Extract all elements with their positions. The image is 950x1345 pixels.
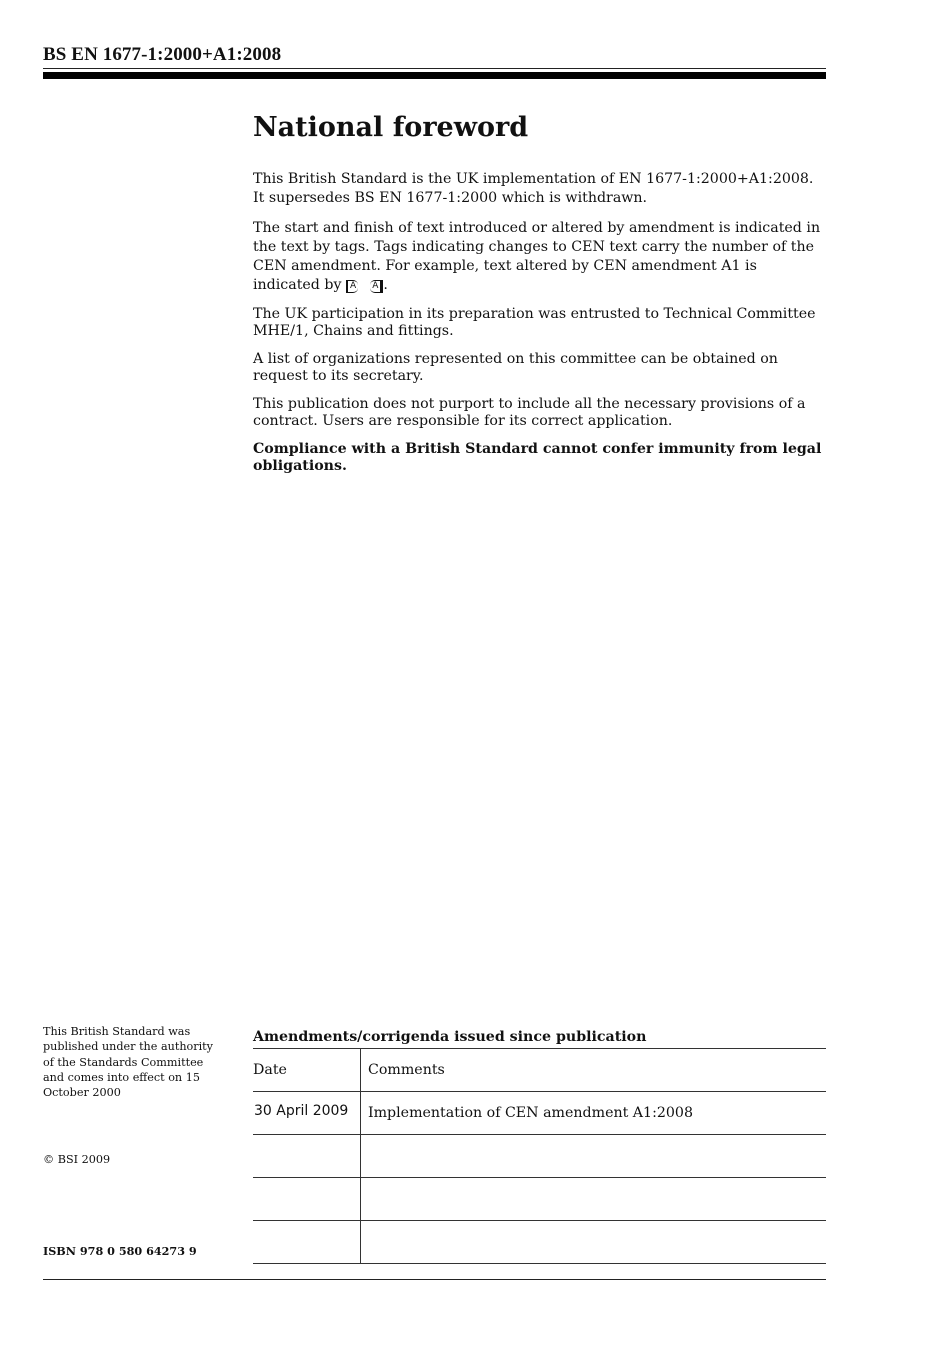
- table-cell-date: [253, 1135, 361, 1178]
- tags-text: The start and finish of text introduced or altered by amendment is indicated in the text by tags. Tags indicating changes to CEN text carry the number of the CEN amendment. For example, text altered by CEN amendment A1 is indicated by: [253, 220, 821, 293]
- footer-rule: [43, 1279, 826, 1280]
- table-cell-date: [253, 1178, 361, 1221]
- table-cell-date: [253, 1221, 361, 1264]
- table-header-row: [253, 1049, 826, 1092]
- table-row: [253, 1092, 826, 1135]
- paragraph-organizations: A list of organizations represented on this committee can be obtained on request to its secretary.: [253, 351, 778, 384]
- table-row: [253, 1178, 826, 1221]
- table-row: [253, 1221, 826, 1264]
- header-rule-thick: [43, 72, 826, 79]
- amendment-tag-close: A: [370, 280, 383, 293]
- header-rule-thin: [43, 68, 826, 69]
- table-header-date: Date: [253, 1049, 361, 1092]
- amendments-table: [253, 1048, 826, 1264]
- document-id: BS EN 1677-1:2000+A1:2008: [43, 44, 282, 65]
- paragraph-tags: [253, 219, 828, 295]
- foreword-body: [253, 170, 828, 486]
- tags-text-end: .: [383, 277, 388, 293]
- amendments-title: Amendments/corrigenda issued since publication: [253, 1029, 647, 1045]
- paragraph-compliance: Compliance with a British Standard cannot confer immunity from legal obligations.: [253, 441, 822, 474]
- table-cell-comments: [361, 1178, 827, 1221]
- table-cell-comments: [361, 1135, 827, 1178]
- table-row: [253, 1135, 826, 1178]
- table-cell-date: 30 April 2009: [253, 1092, 361, 1135]
- table-cell-comments: [361, 1221, 827, 1264]
- supersedes-line: It supersedes BS EN 1677-1:2000 which is withdrawn.: [253, 190, 648, 206]
- paragraph-implementation: [253, 170, 828, 208]
- page-title: National foreword: [253, 112, 529, 143]
- table-cell-comments: Implementation of CEN amendment A1:2008: [361, 1092, 827, 1135]
- paragraph-contract: This publication does not purport to include all the necessary provisions of a contract. Users are responsible for its correct application.: [253, 396, 806, 429]
- publication-note: This British Standard was published under the authority of the Standards Committee and comes into effect on 15 October 2000: [43, 1025, 213, 1100]
- isbn: ISBN 978 0 580 64273 9: [43, 1244, 197, 1258]
- table-header-comments: Comments: [361, 1049, 827, 1092]
- paragraph-committee: The UK participation in its preparation was entrusted to Technical Committee MHE/1, Chains and fittings.: [253, 306, 816, 339]
- copyright-notice: © BSI 2009: [43, 1153, 111, 1166]
- implementation-line: This British Standard is the UK implementation of EN 1677-1:2000+A1:2008.: [253, 171, 814, 187]
- amendment-tag-open: A: [346, 280, 358, 293]
